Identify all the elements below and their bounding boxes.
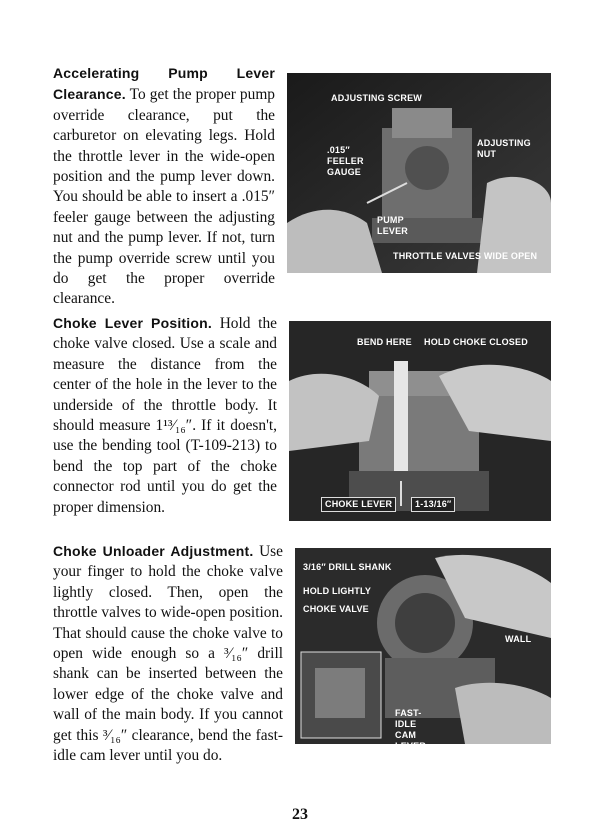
label-throttle-valves: THROTTLE VALVES WIDE OPEN <box>393 251 538 261</box>
label-wall: WALL <box>505 634 532 644</box>
label-bend-here: BEND HERE <box>357 337 412 347</box>
label-hold-choke-closed: HOLD CHOKE CLOSED <box>424 337 528 347</box>
photo-pump-lever-clearance <box>287 73 551 273</box>
label-adjusting-nut: ADJUSTING NUT <box>477 138 531 159</box>
photo-choke-unloader <box>295 548 551 751</box>
section-choke-lever <box>53 313 551 525</box>
label-hold-lightly: HOLD LIGHTLY <box>303 586 372 596</box>
carburetor-photo-2 <box>289 321 551 521</box>
body-accelerating-pump: To get the proper pump override clearance, put the carburetor on elevating legs. Hold the throttle lever in the wide-open position and the pump lever down. You should be able to insert a .015″ feeler gauge between the adjusting nut and the pump lever. If not, turn the pump override screw until you do get the proper override clearance. <box>53 86 275 308</box>
label-drill-shank: 3/16″ DRILL SHANK <box>303 562 392 572</box>
label-adjusting-screw: ADJUSTING SCREW <box>331 93 423 103</box>
section-accelerating-pump <box>53 63 551 310</box>
photo-choke-lever-position <box>289 321 551 521</box>
body-choke-lever: Hold the choke valve closed. Use a scale and measure the distance from the center of the hole in the lever to the underside of the throttle body. It should measure 1¹³⁄₁₆″. If it doesn't, use the bending tool (T-109-213) to bend the top part of the choke connector rod until you do get the proper dimension. <box>53 315 277 516</box>
label-fast-idle-cam-lever: FAST-IDLE CAM LEVER <box>395 708 427 751</box>
section-choke-unloader <box>53 541 551 766</box>
heading-accelerating-pump: Accelerating Pump Lever Clearance. <box>53 65 275 103</box>
page-number: 23 <box>292 806 308 823</box>
label-choke-valve: CHOKE VALVE <box>303 604 369 614</box>
heading-choke-unloader: Choke Unloader Adjustment. <box>53 543 254 559</box>
label-choke-lever: CHOKE LEVER <box>321 497 396 512</box>
heading-choke-lever: Choke Lever Position. <box>53 315 212 331</box>
body-choke-unloader: Use your finger to hold the choke valve lightly closed. Then, open the throttle valves to wide-open position. That should cause the choke valve to open wide enough so a ³⁄₁₆″ drill shank can be inserted between the lower edge of the choke valve and wall of the main body. If you cannot get this ³⁄₁₆″ clearance, bend the fast-idle cam lever until you do. <box>53 543 283 765</box>
label-feeler-gauge: .015″ FEELER GAUGE <box>327 145 364 177</box>
label-measure: 1-13/16″ <box>411 497 455 512</box>
label-pump-lever: PUMP LEVER <box>377 215 409 236</box>
